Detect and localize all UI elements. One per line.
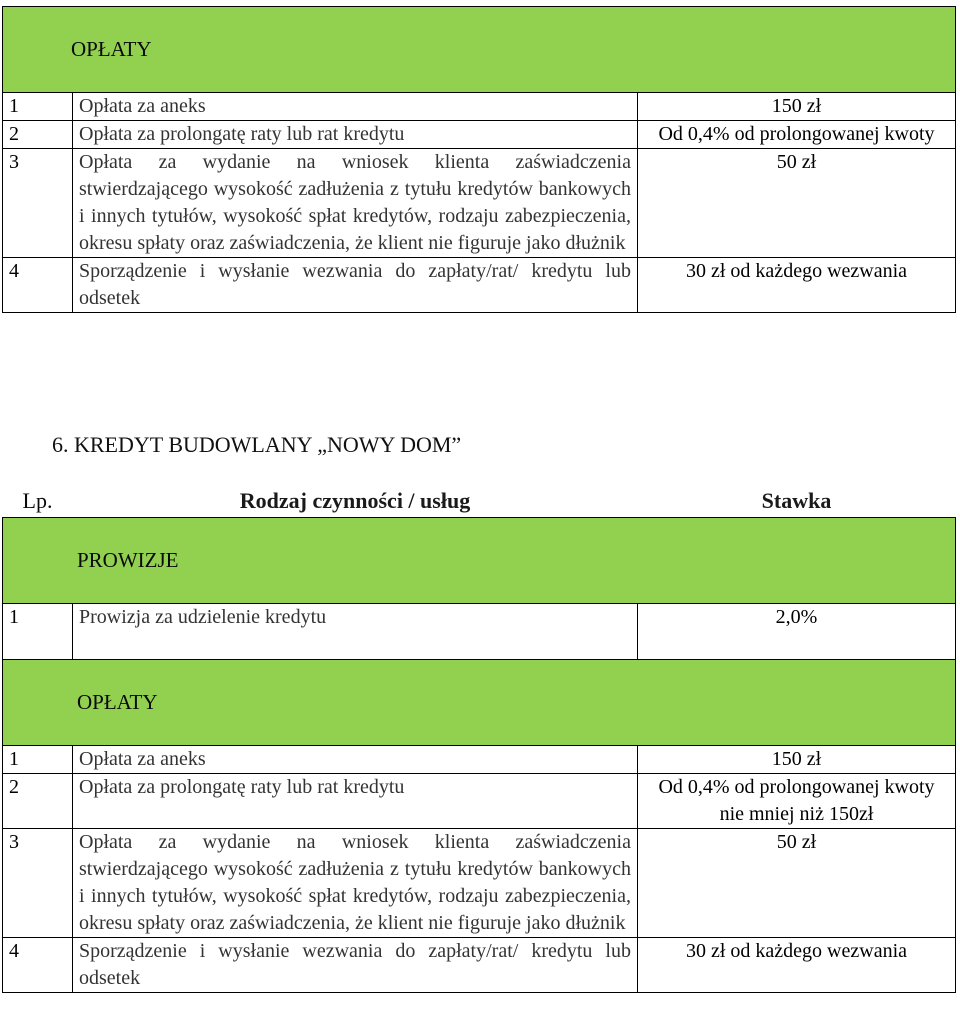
- section-title: OPŁATY: [71, 37, 152, 61]
- column-header-type: Rodzaj czynności / usług: [73, 487, 638, 517]
- row-rate: 30 zł od każdego wezwania: [638, 937, 956, 992]
- row-rate: 30 zł od każdego wezwania: [638, 258, 956, 313]
- row-description: Sporządzenie i wysłanie wezwania do zapłaty/rat/ kredytu lub odsetek: [73, 258, 638, 313]
- row-number: 1: [3, 93, 73, 121]
- row-number: 4: [3, 258, 73, 313]
- row-description: Sporządzenie i wysłanie wezwania do zapłaty/rat/ kredytu lub odsetek: [73, 937, 638, 992]
- fees-table-top: [2, 6, 955, 313]
- row-rate: 150 zł: [638, 745, 956, 773]
- row-number: 3: [3, 149, 73, 258]
- fees-table-nowy-dom: [2, 487, 955, 993]
- row-rate: 50 zł: [638, 149, 956, 258]
- section-title: OPŁATY: [77, 689, 158, 714]
- section-header-prowizje: [3, 517, 956, 603]
- row-description: Opłata za wydanie na wniosek klienta zaświadczenia stwierdzającego wysokość zadłużenia z tytułu kredytów bankowych i innych tytułów, wysokość spłat kredytów, rodzaju zabezpieczenia, okresu spłaty oraz zaświadczenia, że klient nie figuruje jako dłużnik: [73, 149, 638, 258]
- row-number: 2: [3, 121, 73, 149]
- row-rate: Od 0,4% od prolongowanej kwoty nie mniej niż 150zł: [638, 773, 956, 828]
- row-number: 1: [3, 745, 73, 773]
- row-description: Opłata za aneks: [73, 93, 638, 121]
- row-number: 3: [3, 828, 73, 937]
- row-rate: Od 0,4% od prolongowanej kwoty: [638, 121, 956, 149]
- row-description: Opłata za aneks: [73, 745, 638, 773]
- row-description: Prowizja za udzielenie kredytu: [73, 603, 638, 659]
- column-header-rate: Stawka: [638, 487, 956, 517]
- column-header-lp: Lp.: [3, 487, 73, 517]
- row-number: 2: [3, 773, 73, 828]
- row-description: Opłata za wydanie na wniosek klienta zaświadczenia stwierdzającego wysokość zadłużenia z tytułu kredytów bankowych i innych tytułów, wysokość spłat kredytów, rodzaju zabezpieczenia, okresu spłaty oraz zaświadczenia, że klient nie figuruje jako dłużnik: [73, 828, 638, 937]
- row-rate: 150 zł: [638, 93, 956, 121]
- section-header-oplaty-top: [3, 7, 956, 93]
- section-title: PROWIZJE: [77, 547, 179, 572]
- row-description: Opłata za prolongatę raty lub rat kredytu: [73, 121, 638, 149]
- row-rate: 50 zł: [638, 828, 956, 937]
- row-number: 1: [3, 603, 73, 659]
- row-rate: 2,0%: [638, 603, 956, 659]
- row-description: Opłata za prolongatę raty lub rat kredytu: [73, 773, 638, 828]
- row-number: 4: [3, 937, 73, 992]
- section-header-oplaty: [3, 659, 956, 745]
- section-heading: 6. KREDYT BUDOWLANY „NOWY DOM”: [52, 432, 462, 457]
